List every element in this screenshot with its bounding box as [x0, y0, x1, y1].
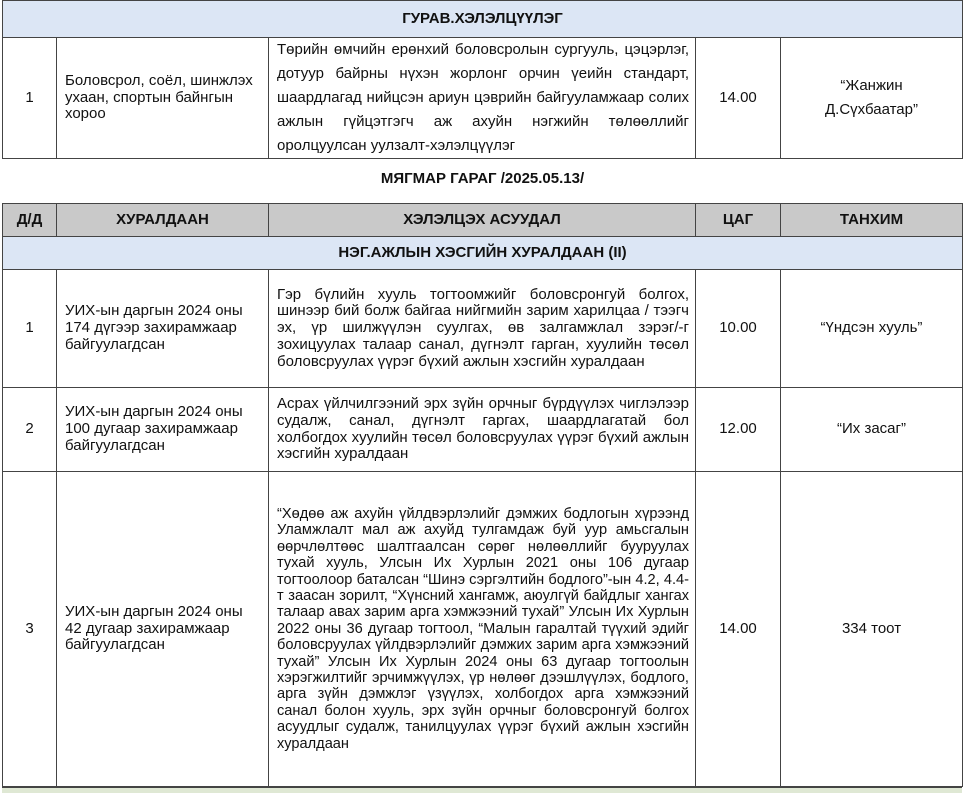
header-topic: ХЭЛЭЛЦЭХ АСУУДАЛ	[269, 204, 696, 237]
table-row	[3, 472, 963, 787]
day-title: МЯГМАР ГАРАГ /2025.05.13/	[380, 170, 585, 187]
section-title: ГУРАВ.ХЭЛЭЛЦҮҮЛЭГ	[3, 1, 963, 38]
meeting-body: УИХ-ын даргын 2024 оны 100 дугаар захирамжаар байгуулагдсан	[57, 388, 269, 472]
row-number: 2	[3, 388, 57, 472]
table-row	[3, 270, 963, 388]
header-meeting: ХУРАЛДААН	[57, 204, 269, 237]
header-number: Д/Д	[3, 204, 57, 237]
meeting-room: 334 тоот	[781, 472, 963, 787]
section-title: НЭГ.АЖЛЫН ХЭСГИЙН ХУРАЛДААН (II)	[3, 237, 963, 270]
header-room: ТАНХИМ	[781, 204, 963, 237]
meeting-room: “Үндсэн хууль”	[781, 270, 963, 388]
agenda-item: Гэр бүлийн хууль тогтоомжийг боловсронгуй болгох, шинээр бий болж байгаа нийгмийн зарим харилцаа / тээгч эх, үр шилжүүлэн суулгах, өв залгамжлал зэрэг/-г зохицуулах талаар санал, дүгнэлт гарган, хуулийн төсөл боловсруулах үүрэг бүхий ажлын хэсгийн хуралдаан	[269, 270, 696, 388]
meeting-time: 14.00	[696, 472, 781, 787]
table-row	[3, 38, 963, 159]
meeting-room: “Жанжин Д.Сүхбаатар”	[781, 38, 963, 159]
meeting-time: 14.00	[696, 38, 781, 159]
section-row	[3, 237, 963, 270]
meeting-room: “Их засаг”	[781, 388, 963, 472]
table-header-row	[3, 204, 963, 237]
next-section-strip	[2, 787, 962, 793]
meeting-body: УИХ-ын даргын 2024 оны 174 дүгээр захирамжаар байгуулагдсан	[57, 270, 269, 388]
section-row	[3, 1, 963, 38]
meeting-body: УИХ-ын даргын 2024 оны 42 дугаар захирамжаар байгуулагдсан	[57, 472, 269, 787]
meeting-time: 12.00	[696, 388, 781, 472]
row-number: 1	[3, 38, 57, 159]
agenda-item: Асрах үйлчилгээний эрх зүйн орчныг бүрдүүлэх чиглэлээр судалж, санал, дүгнэлт гаргах, шаардлагатай бол холбогдох хуулийн төсөл боловсруулах үүрэг бүхий ажлын хэсгийн хуралдаан	[269, 388, 696, 472]
schedule-table-working-group	[2, 203, 963, 787]
table-row	[3, 388, 963, 472]
agenda-item: Төрийн өмчийн ерөнхий боловсролын сургууль, цэцэрлэг, дотуур байрны нүхэн жорлонг орчин үеийн стандарт, шаардлагад нийцсэн ариун цэврийн байгууламжаар солих ажлын гүйцэтгэгч аж ахуйн нэгжийн төлөөллийг оролцуулсан уулзалт-хэлэлцүүлэг	[269, 38, 696, 159]
meeting-body: Боловсрол, соёл, шинжлэх ухаан, спортын байнгын хороо	[57, 38, 269, 159]
meeting-time: 10.00	[696, 270, 781, 388]
agenda-item: “Хөдөө аж ахуйн үйлдвэрлэлийг дэмжих бодлогын хүрээнд Уламжлалт мал аж ахуйд тулгамдаж буй уур амьсгалын өөрчлөлтөөс шалтгаалсан сөрөг нөлөөллийг бууруулах тухай хууль, Улсын Их Хурлын 2021 оны 106 дугаар тогтоолоор баталсан “Шинэ сэргэлтийн бодлого”-ын 4.2, 4.4-т заасан зорилт, “Хүнсний хангамж, аюулгүй байдлыг хангах талаар авах зарим арга хэмжээний тухай” Улсын Их Хурлын 2022 оны 36 дугаар тогтоол, “Малын гаралтай түүхий эдийг боловсруулах үйлдвэрлэлийг дэмжих зарим арга хэмжээний тухай” Улсын Их Хурлын 2024 оны 63 дугаар тогтоолын хэрэгжилтийг эрчимжүүлэх, үр нөлөөг дээшлүүлэх, бодлого, арга зүйн дэмжлэг үзүүлэх, холбогдох арга хэмжээний санал болон хууль, эрх зүйн орчныг боловсронгуй болгох асуудлыг судалж, танилцуулах үүрэг бүхий ажлын хэсгийн хуралдаан	[269, 472, 696, 787]
schedule-table-discussion	[2, 0, 963, 159]
row-number: 3	[3, 472, 57, 787]
header-time: ЦАГ	[696, 204, 781, 237]
row-number: 1	[3, 270, 57, 388]
